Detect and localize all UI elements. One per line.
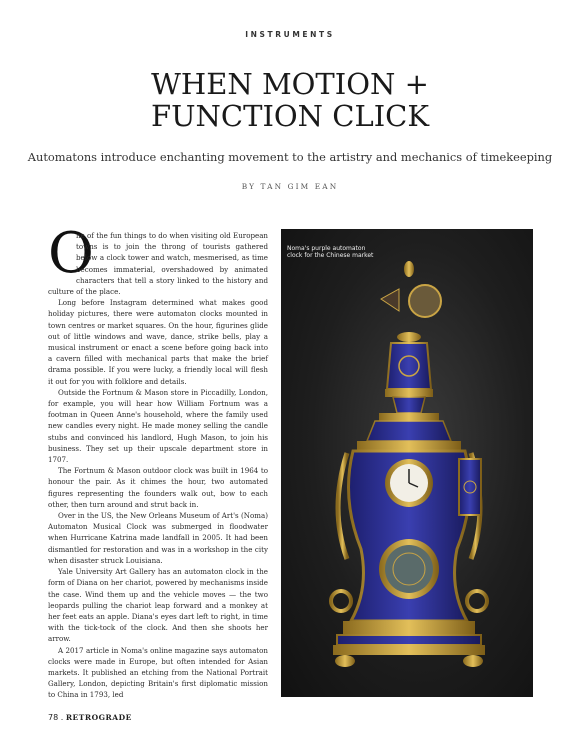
byline: BY TAN GIM EAN [241, 182, 339, 191]
paragraph: The Fortnum & Mason outdoor clock was built in 1964 to honour the pair. As it chimes the hour, two automated figures representing the founders walk out, bow to each other, then turn around and strut back in. [48, 466, 268, 509]
page-number: 78 [48, 713, 59, 722]
section-label: INSTRUMENTS [245, 30, 335, 39]
magazine-name: RETROGRADE [65, 713, 132, 722]
paragraph: Yale University Art Gallery has an automaton clock in the form of Diana on her chariot, powered by mechanisms inside the case. Wind them up and the vehicle moves — the two leopards pulling the chariot leap forward and a monkey at her feet eats an apple. Diana's eyes dart left to right, in time with the tick-tock of the clock. And then she shoots her arrow. [48, 567, 268, 644]
page-footer [48, 713, 132, 722]
clock-photo [281, 229, 533, 697]
paragraph: ne of the fun things to do when visiting old European towns is to join the throng of tourists gathered below a clock tower and watch, mesmerised, as time becomes immaterial, overshadowed by animated characters that tell a story linked to the history and culture of the place. [48, 231, 268, 297]
paragraph: A 2017 article in Noma's online magazine says automaton clocks were made in Europe, but often intended for Asian markets. It published an etching from the National Portrait Gallery, London, depicting Britain's first diplomatic mission to China in 1793, led [48, 645, 268, 700]
photo-caption: Noma's purple automaton clock for the Chinese market [287, 245, 374, 260]
paragraph: Long before Instagram determined what makes good holiday pictures, there were automaton clocks mounted in town centres or market squares. On the hour, figurines glide out of little windows and wave, dance, strike bells, play a musical instrument or enact a scene before going back into a cavern filled with mechanical parts that make the brief drama possible. If you were lucky, a friendly local will flesh it out for you with folklore and details. [48, 298, 268, 386]
article-body [48, 221, 268, 701]
headline-line-2: FUNCTION CLICK [150, 99, 430, 133]
footer-separator: . [60, 713, 64, 722]
paragraph: Over in the US, the New Orleans Museum of Art's (Noma) Automaton Musical Clock was submerged in floodwater when Hurricane Katrina made landfall in 2005. It had been dismantled for restoration and was in a workshop in the city when disaster struck Louisiana. [48, 511, 268, 565]
drop-cap: O [48, 221, 94, 286]
paragraph: Outside the Fortnum & Mason store in Piccadilly, London, for example, you will hear how William Fortnum was a footman in Queen Anne's household, where the family used new candles every night. He made money selling the candle stubs and convinced his landlord, Hugh Mason, to join his business. They set up their upscale department store in 1707. [48, 387, 268, 465]
headline [40, 68, 540, 132]
standfirst: Automatons introduce enchanting movement to the artistry and mechanics of timekeeping [27, 150, 553, 164]
automaton-clock-illustration [281, 229, 533, 697]
headline-line-1: WHEN MOTION + [151, 67, 429, 101]
